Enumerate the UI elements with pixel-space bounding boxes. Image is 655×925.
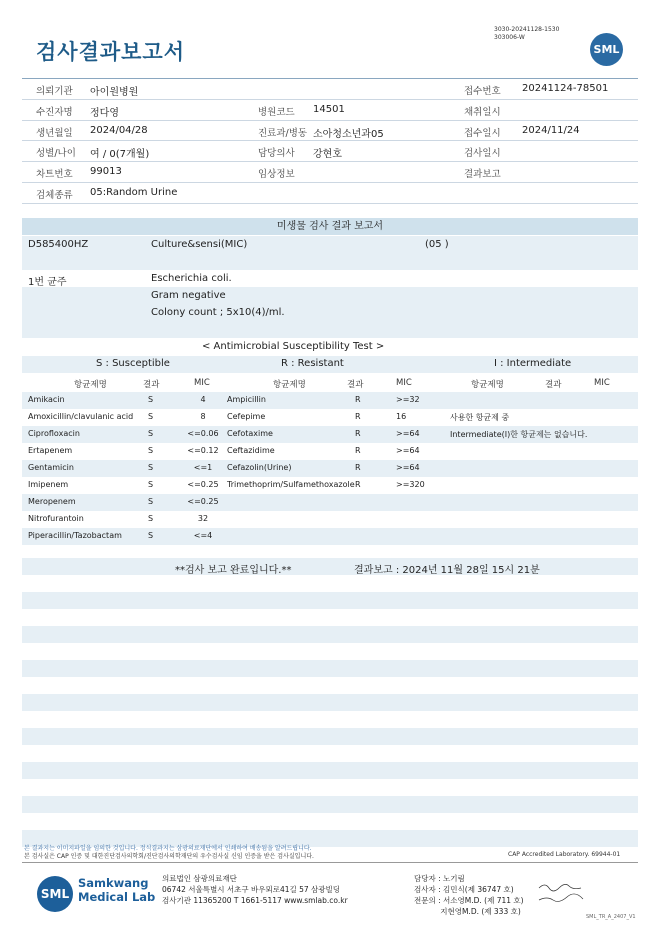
info-label: 차트번호 [36,169,73,181]
column-header: 결과 [347,380,364,390]
mic-value: >=64 [396,429,420,438]
info-label: 성별/나이 [36,148,76,160]
info-value: 2024/11/24 [522,124,580,136]
info-label: 임상정보 [258,169,295,181]
row-band [22,660,638,677]
intermediate-note: Intermediate(I)한 항균제는 없습니다. [450,430,588,439]
mic-value: <=4 [193,531,213,540]
info-value: 아이원병원 [90,87,139,98]
column-header: 항균제명 [273,380,306,390]
result-code: R [355,412,361,421]
organism-line: Gram negative [151,290,226,301]
staff-line: 검사자 : 김민식(제 36747 호) [414,885,514,894]
row-band [22,796,638,813]
drug-name: Ciprofloxacin [28,429,80,438]
drug-name: Ampicillin [227,395,266,404]
signatures [535,880,595,910]
mic-value: 32 [197,514,209,523]
intermediate-note: 사용한 항균제 중 [450,413,510,422]
column-header: 항균제명 [471,380,504,390]
staff-line: 지현영M.D. (제 333 호) [414,907,521,916]
mic-value: <=0.25 [187,480,219,489]
info-value: 20241124-78501 [522,83,609,94]
result-code: S [148,497,154,506]
completion-message: **검사 보고 완료입니다.** [175,565,292,576]
footer-accreditation: 본 검사실은 CAP 인증 및 대한진단검사의학회/진단검사의학재단의 우수검사실 신임 인증을 받은 검사실입니다. [24,853,314,860]
mic-value: >=320 [396,480,425,489]
mic-value: 4 [200,395,206,404]
info-row [22,162,638,183]
info-row [22,121,638,142]
organism-label: 1번 균주 [28,277,67,288]
drug-name: Amikacin [28,395,65,404]
info-label: 결과보고 [464,169,501,181]
result-code: S [148,480,154,489]
info-value: 2024/04/28 [90,124,148,136]
info-label: 채취일시 [464,106,501,118]
info-label: 의뢰기관 [36,86,73,97]
organism-line: Colony count ; 5x10(4)/ml. [151,307,285,318]
info-value: 소아청소년과05 [313,128,384,140]
info-label: 생년월일 [36,127,73,139]
drug-name: Ertapenem [28,446,73,455]
mic-value: 8 [200,412,206,421]
info-row [22,141,638,162]
info-value: 정다영 [90,107,119,119]
result-code: S [148,514,154,523]
row-band [22,728,638,745]
drug-name: Ceftazidime [227,446,275,455]
footer-divider [22,862,638,863]
address-line: 의료법인 삼광의료재단 [162,874,237,883]
row-band [22,558,638,575]
info-value: 14501 [313,103,345,115]
column-header: 결과 [143,380,160,390]
address-line: 06742 서울특별시 서초구 바우뫼로41길 57 삼광빌딩 [162,885,341,894]
info-label: 수진자명 [36,106,73,118]
info-value: 99013 [90,166,122,178]
column-header: MIC [396,378,412,388]
info-label: 진료과/병동 [258,127,308,139]
drug-name: Imipenem [28,480,69,489]
doc-code-line: 303006-W [494,34,525,41]
lab-address [162,873,348,906]
result-code: S [148,463,154,472]
mic-value: <=1 [193,463,213,472]
mic-value: >=32 [396,395,420,404]
row-band [22,287,638,304]
info-label: 담당의사 [258,148,295,160]
doc-code [494,26,559,42]
staff-list [414,873,524,917]
result-code: S [148,412,154,421]
mic-value: <=0.25 [187,497,219,506]
doc-code-line: 3030-20241128-1530 [494,26,560,33]
row-band [22,253,638,270]
mic-value: <=0.12 [187,446,219,455]
drug-name: Gentamicin [28,463,74,472]
staff-line: 담당자 : 노기림 [414,874,465,883]
drug-name: Meropenem [28,497,76,506]
info-label: 검체종류 [36,189,73,201]
result-code: R [355,480,361,489]
brand-name [78,876,155,904]
result-code: S [148,395,154,404]
result-code: S [148,446,154,455]
brand-line: Medical Lab [78,890,156,904]
row-band [22,304,638,321]
row-band [22,626,638,643]
result-code: S [148,429,154,438]
legend-intermediate: I : Intermediate [494,358,572,369]
info-label: 병원코드 [258,106,295,118]
column-header: MIC [194,378,210,388]
row-band [22,321,638,338]
row-band [22,694,638,711]
mic-value: <=0.06 [187,429,219,438]
drug-name: Cefazolin(Urine) [227,463,292,472]
result-code: R [355,395,361,404]
drug-name: Cefotaxime [227,429,273,438]
result-code: R [355,446,361,455]
address-line: 검사기관 11365200 T 1661-5117 www.smlab.co.kr [162,896,348,905]
row-band [22,494,638,511]
report-time: 결과보고 : 2024년 11월 28일 15시 21분 [354,565,540,576]
drug-name: Trimethoprim/Sulfamethoxazole [227,480,355,489]
info-value: 강현호 [313,149,342,161]
info-label: 검사일시 [464,148,501,160]
brand-line: Samkwang [78,876,149,890]
footer-notice: 본 결과지는 이미지파일을 임의한 것입니다. 정식결과지는 삼광의료재단에서 인쇄하여 배송됨을 알려드립니다. [24,845,312,852]
row-band [22,460,638,477]
micro-section-title: 미생물 검사 결과 보고서 [22,218,638,235]
mic-value: 16 [396,412,407,421]
row-band [22,392,638,409]
info-value: 여 / 0(7개월) [90,149,150,161]
legend-resistant: R : Resistant [281,358,344,369]
drug-name: Amoxicillin/clavulanic acid [28,412,134,421]
row-band [22,592,638,609]
drug-name: Cefepime [227,412,266,421]
info-row [22,183,638,204]
column-header: 항균제명 [74,380,107,390]
info-label: 접수번호 [464,86,501,97]
drug-name: Nitrofurantoin [28,514,84,523]
cap-accreditation: CAP Accredited Laboratory. 69944-01 [508,851,621,858]
form-version: SML_TR_A_2407_V1 [586,914,636,920]
test-code: D585400HZ [28,239,89,250]
patient-info-table [22,78,638,204]
sml-footer-logo: SML [37,876,73,912]
info-value: 05:Random Urine [90,186,178,198]
row-band [22,236,638,253]
row-band [22,762,638,779]
test-name: Culture&sensi(MIC) [151,239,248,250]
info-row [22,79,638,100]
mic-value: >=64 [396,446,420,455]
result-code: R [355,463,361,472]
sml-logo: SML [590,33,623,66]
column-header: MIC [594,378,610,388]
ast-title: < Antimicrobial Susceptibility Test > [202,341,385,352]
result-code: R [355,429,361,438]
result-code: S [148,531,154,540]
staff-line: 전문의 : 서소영M.D. (제 711 호) [414,896,524,905]
drug-name: Piperacillin/Tazobactam [28,531,122,540]
legend-susceptible: S : Susceptible [96,358,170,369]
test-suffix: (05 ) [425,239,449,250]
info-row [22,100,638,121]
organism-line: Escherichia coli. [151,273,232,284]
info-label: 접수일시 [464,127,501,139]
column-header: 결과 [545,380,562,390]
report-title: 검사결과보고서 [36,40,186,64]
mic-value: >=64 [396,463,420,472]
